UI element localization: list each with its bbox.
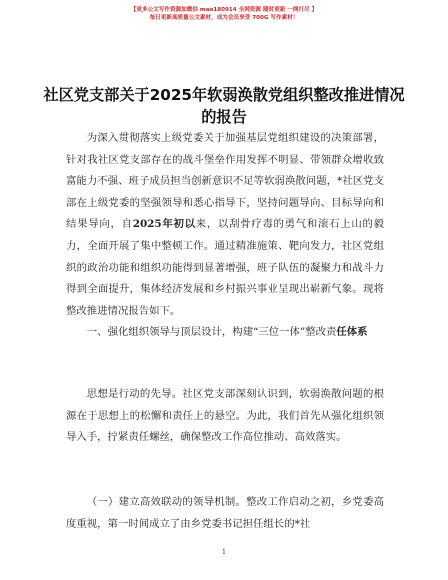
section-1-heading-bold: 任体系: [336, 326, 368, 339]
intro-paragraph-text-1: 为深入贯彻落实上级党委关于加强基层党组织建设的决策部署，针对我社区党支部存在的战斗堡垒作用发挥不明显、带领群众增收致富能力不强、班子成员担当创新意识不足等软弱涣散问题，*社区党支部在上级党委的坚强领导和悉心指导下，坚持问题导向、目标导向和结果导向，自: [66, 132, 384, 231]
promo-banner-line-1: 【更多公文写作资源加微信 mao180914 全网资源 随时更新 一网打尽 】: [130, 7, 318, 13]
intro-paragraph: [66, 128, 384, 322]
intro-paragraph-text-2: 来，以刮骨疗毒的勇气和滚石上山的毅力，全面开展了集中整顿工作。通过精准施策、靶向发力，社区党组织的政治功能和组织功能得到显著增强，班子队伍的凝聚力和战斗力得到全面提升，集体经济发展和乡村振兴事业呈现出崭新气象。现将整改推进情况报告如下。: [66, 218, 385, 317]
page-number: 1: [221, 548, 227, 556]
document-title: 社区党支部关于2025年软弱涣散党组织整改推进情况的报告: [43, 86, 405, 126]
section-1-paragraph-block: [66, 384, 384, 449]
promo-banner: [0, 6, 448, 22]
subsection-1-paragraph: （一）建立高效联动的领导机制。整改工作启动之初，乡党委高度重视，第一时间成立了由乡党委书记担任组长的*社: [66, 496, 384, 530]
intro-paragraph-block: [66, 128, 384, 344]
section-1-heading-text: 一、强化组织领导与顶层设计，构建“三位一体”整改责: [86, 326, 337, 339]
section-1-paragraph: 思想是行动的先导。社区党支部深刻认识到，软弱涣散问题的根源在于思想上的松懈和责任上的悬空。为此，我们首先从强化组织领导入手，拧紧责任螺丝，确保整改工作高位推动、高效落实。: [66, 388, 384, 444]
subsection-1-paragraph-block: [66, 492, 384, 535]
promo-banner-line-2: 每日更新高质量公文素材，成为会员享受 700G 写作素材！: [149, 15, 299, 21]
intro-paragraph-bold-date: 2025年初以: [132, 218, 196, 231]
section-1-heading: [66, 322, 384, 344]
